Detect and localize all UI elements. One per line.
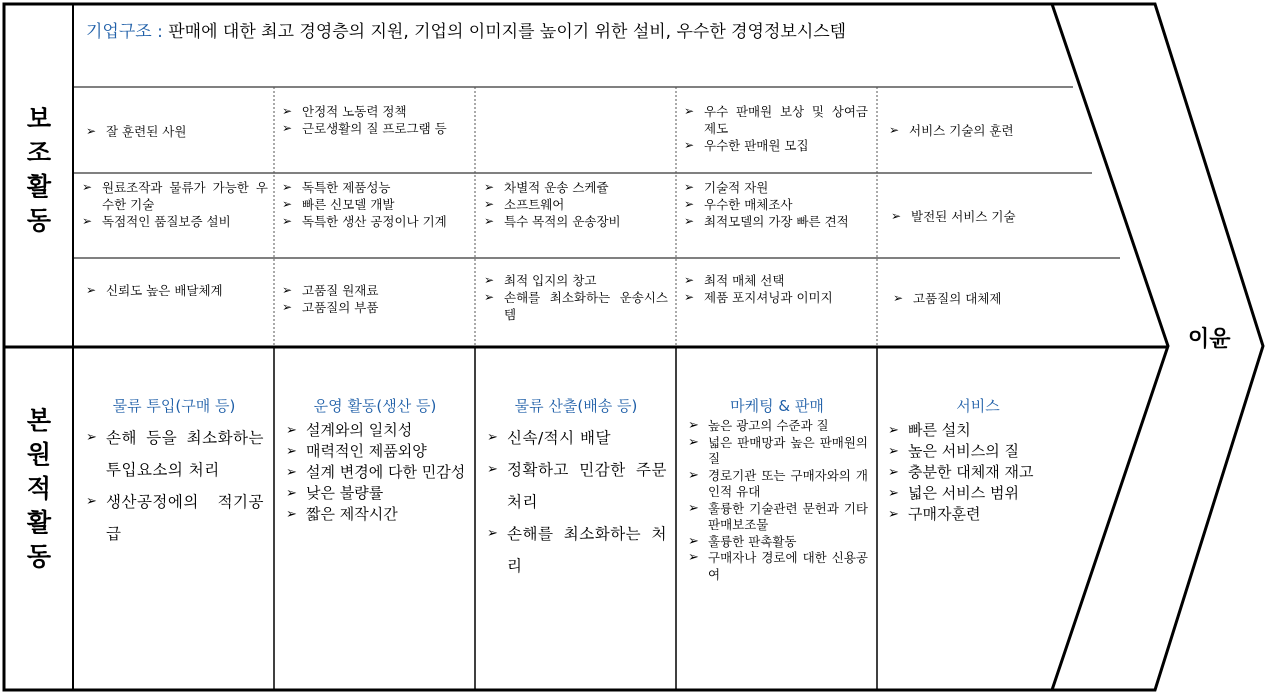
list-item: ➢ 안정적 노동력 정책 bbox=[282, 103, 466, 120]
list-item: ➢ 차별적 운송 스케쥴 bbox=[484, 179, 668, 196]
list-item: ➢ 생산공정에의 적기공급 bbox=[86, 486, 264, 550]
list-item: ➢ 정확하고 민감한 주문처리 bbox=[487, 454, 667, 518]
list-item: ➢ 서비스 기술의 훈련 bbox=[889, 122, 1059, 139]
support-cell-r1-c2 bbox=[282, 103, 466, 137]
list-item: ➢ 신속/적시 배달 bbox=[487, 422, 667, 454]
support-cell-r2-c3 bbox=[484, 179, 668, 230]
list-item: ➢ 손해 등을 최소화하는 투입요소의 처리 bbox=[86, 422, 264, 486]
list-item: ➢ 근로생활의 질 프로그램 등 bbox=[282, 120, 466, 137]
list-item: ➢ 매력적인 제품외양 bbox=[286, 441, 466, 462]
support-cell-r2-c5 bbox=[891, 208, 1071, 225]
support-cell-r2-c2 bbox=[282, 179, 466, 230]
list-item: ➢ 경로기관 또는 구매자와의 개인적 유대 bbox=[688, 468, 868, 501]
infrastructure-keyword: 기업구조 : bbox=[86, 22, 163, 42]
support-cell-r1-c5 bbox=[889, 122, 1059, 139]
support-cell-r1-c4 bbox=[684, 103, 868, 154]
list-item: ➢ 특수 목적의 운송장비 bbox=[484, 213, 668, 230]
primary-activities-label bbox=[19, 404, 59, 574]
list-item: ➢ 기술적 자원 bbox=[684, 179, 868, 196]
list-item: ➢ 고품질의 부품 bbox=[282, 299, 466, 316]
list-item: ➢ 독특한 제품성능 bbox=[282, 179, 466, 196]
list-item: ➢ 구매자나 경로에 대한 신용공여 bbox=[688, 550, 868, 583]
infrastructure-text: 판매에 대한 최고 경영층의 지원, 기업의 이미지를 높이기 위한 설비, 우수한 경영정보시스템 bbox=[162, 22, 847, 42]
list-item: ➢ 빠른 신모델 개발 bbox=[282, 196, 466, 213]
list-item: ➢ 넓은 판매망과 높은 판매원의 질 bbox=[688, 435, 868, 468]
list-item: ➢ 짧은 제작시간 bbox=[286, 504, 466, 525]
support-cell-r1-c1 bbox=[86, 123, 262, 140]
list-item: ➢ 높은 서비스의 질 bbox=[888, 441, 1063, 462]
support-cell-r3-c2 bbox=[282, 282, 466, 316]
primary-label-char: 적 bbox=[26, 474, 52, 503]
primary-label-char: 본 bbox=[26, 406, 52, 435]
list-item: ➢ 고품질의 대체제 bbox=[893, 290, 1073, 307]
support-label-char: 활 bbox=[26, 172, 52, 201]
support-activities-label bbox=[19, 102, 59, 238]
support-label-char: 보 bbox=[26, 104, 52, 133]
primary-cell-outbound-logistics bbox=[487, 422, 667, 582]
support-cell-r3-c4 bbox=[684, 272, 868, 306]
primary-cell-operations bbox=[286, 420, 466, 525]
list-item: ➢ 훌륭한 판촉활동 bbox=[688, 534, 868, 551]
list-item: ➢ 신뢰도 높은 배달체계 bbox=[86, 282, 262, 299]
primary-cell-service bbox=[888, 420, 1063, 525]
primary-title-service: 서비스 bbox=[956, 397, 1000, 415]
list-item: ➢ 우수한 매체조사 bbox=[684, 196, 868, 213]
primary-title-operations: 운영 활동(생산 등) bbox=[313, 397, 437, 415]
list-item: ➢ 고품질 원재료 bbox=[282, 282, 466, 299]
support-cell-r3-c3 bbox=[484, 272, 668, 323]
list-item: ➢ 구매자훈련 bbox=[888, 504, 1063, 525]
list-item: ➢ 높은 광고의 수준과 질 bbox=[688, 418, 868, 435]
list-item: ➢ 훌륭한 기술관련 문헌과 기타 판매보조물 bbox=[688, 501, 868, 534]
list-item: ➢ 독점적인 품질보증 설비 bbox=[82, 213, 268, 230]
support-label-char: 동 bbox=[26, 206, 52, 235]
primary-label-char: 원 bbox=[26, 440, 52, 469]
list-item: ➢ 최적모델의 가장 빠른 견적 bbox=[684, 213, 868, 230]
support-cell-r3-c5 bbox=[893, 290, 1073, 307]
support-cell-r2-c4 bbox=[684, 179, 868, 230]
primary-title-outbound-logistics: 물류 산출(배송 등) bbox=[514, 397, 638, 415]
primary-title-inbound-logistics: 물류 투입(구매 등) bbox=[112, 397, 236, 415]
support-label-char: 조 bbox=[26, 138, 52, 167]
list-item: ➢ 제품 포지셔닝과 이미지 bbox=[684, 289, 868, 306]
list-item: ➢ 손해를 최소화하는 운송시스템 bbox=[484, 289, 668, 323]
list-item: ➢ 독특한 생산 공정이나 기계 bbox=[282, 213, 466, 230]
list-item: ➢ 빠른 설치 bbox=[888, 420, 1063, 441]
infrastructure-row bbox=[86, 20, 846, 44]
list-item: ➢ 소프트웨어 bbox=[484, 196, 668, 213]
list-item: ➢ 최적 매체 선택 bbox=[684, 272, 868, 289]
primary-cell-marketing-sales bbox=[688, 418, 868, 583]
list-item: ➢ 우수한 판매원 모집 bbox=[684, 137, 868, 154]
primary-label-char: 동 bbox=[26, 542, 52, 571]
primary-cell-inbound-logistics bbox=[86, 422, 264, 550]
list-item: ➢ 잘 훈련된 사원 bbox=[86, 123, 262, 140]
support-cell-r3-c1 bbox=[86, 282, 262, 299]
list-item: ➢ 우수 판매원 보상 및 상여금 제도 bbox=[684, 103, 868, 137]
list-item: ➢ 낮은 불량률 bbox=[286, 483, 466, 504]
list-item: ➢ 충분한 대체재 재고 bbox=[888, 462, 1063, 483]
primary-label-char: 활 bbox=[26, 508, 52, 537]
list-item: ➢ 발전된 서비스 기술 bbox=[891, 208, 1071, 225]
list-item: ➢ 원료조작과 물류가 가능한 우수한 기술 bbox=[82, 179, 268, 213]
list-item: ➢ 손해를 최소화하는 처리 bbox=[487, 518, 667, 582]
list-item: ➢ 넓은 서비스 범위 bbox=[888, 483, 1063, 504]
list-item: ➢ 설계와의 일치성 bbox=[286, 420, 466, 441]
primary-title-marketing-sales: 마케팅 & 판매 bbox=[730, 397, 824, 415]
profit-margin-label: 이윤 bbox=[1188, 327, 1231, 352]
list-item: ➢ 설계 변경에 다한 민감성 bbox=[286, 462, 466, 483]
support-cell-r2-c1 bbox=[82, 179, 268, 230]
list-item: ➢ 최적 입지의 창고 bbox=[484, 272, 668, 289]
